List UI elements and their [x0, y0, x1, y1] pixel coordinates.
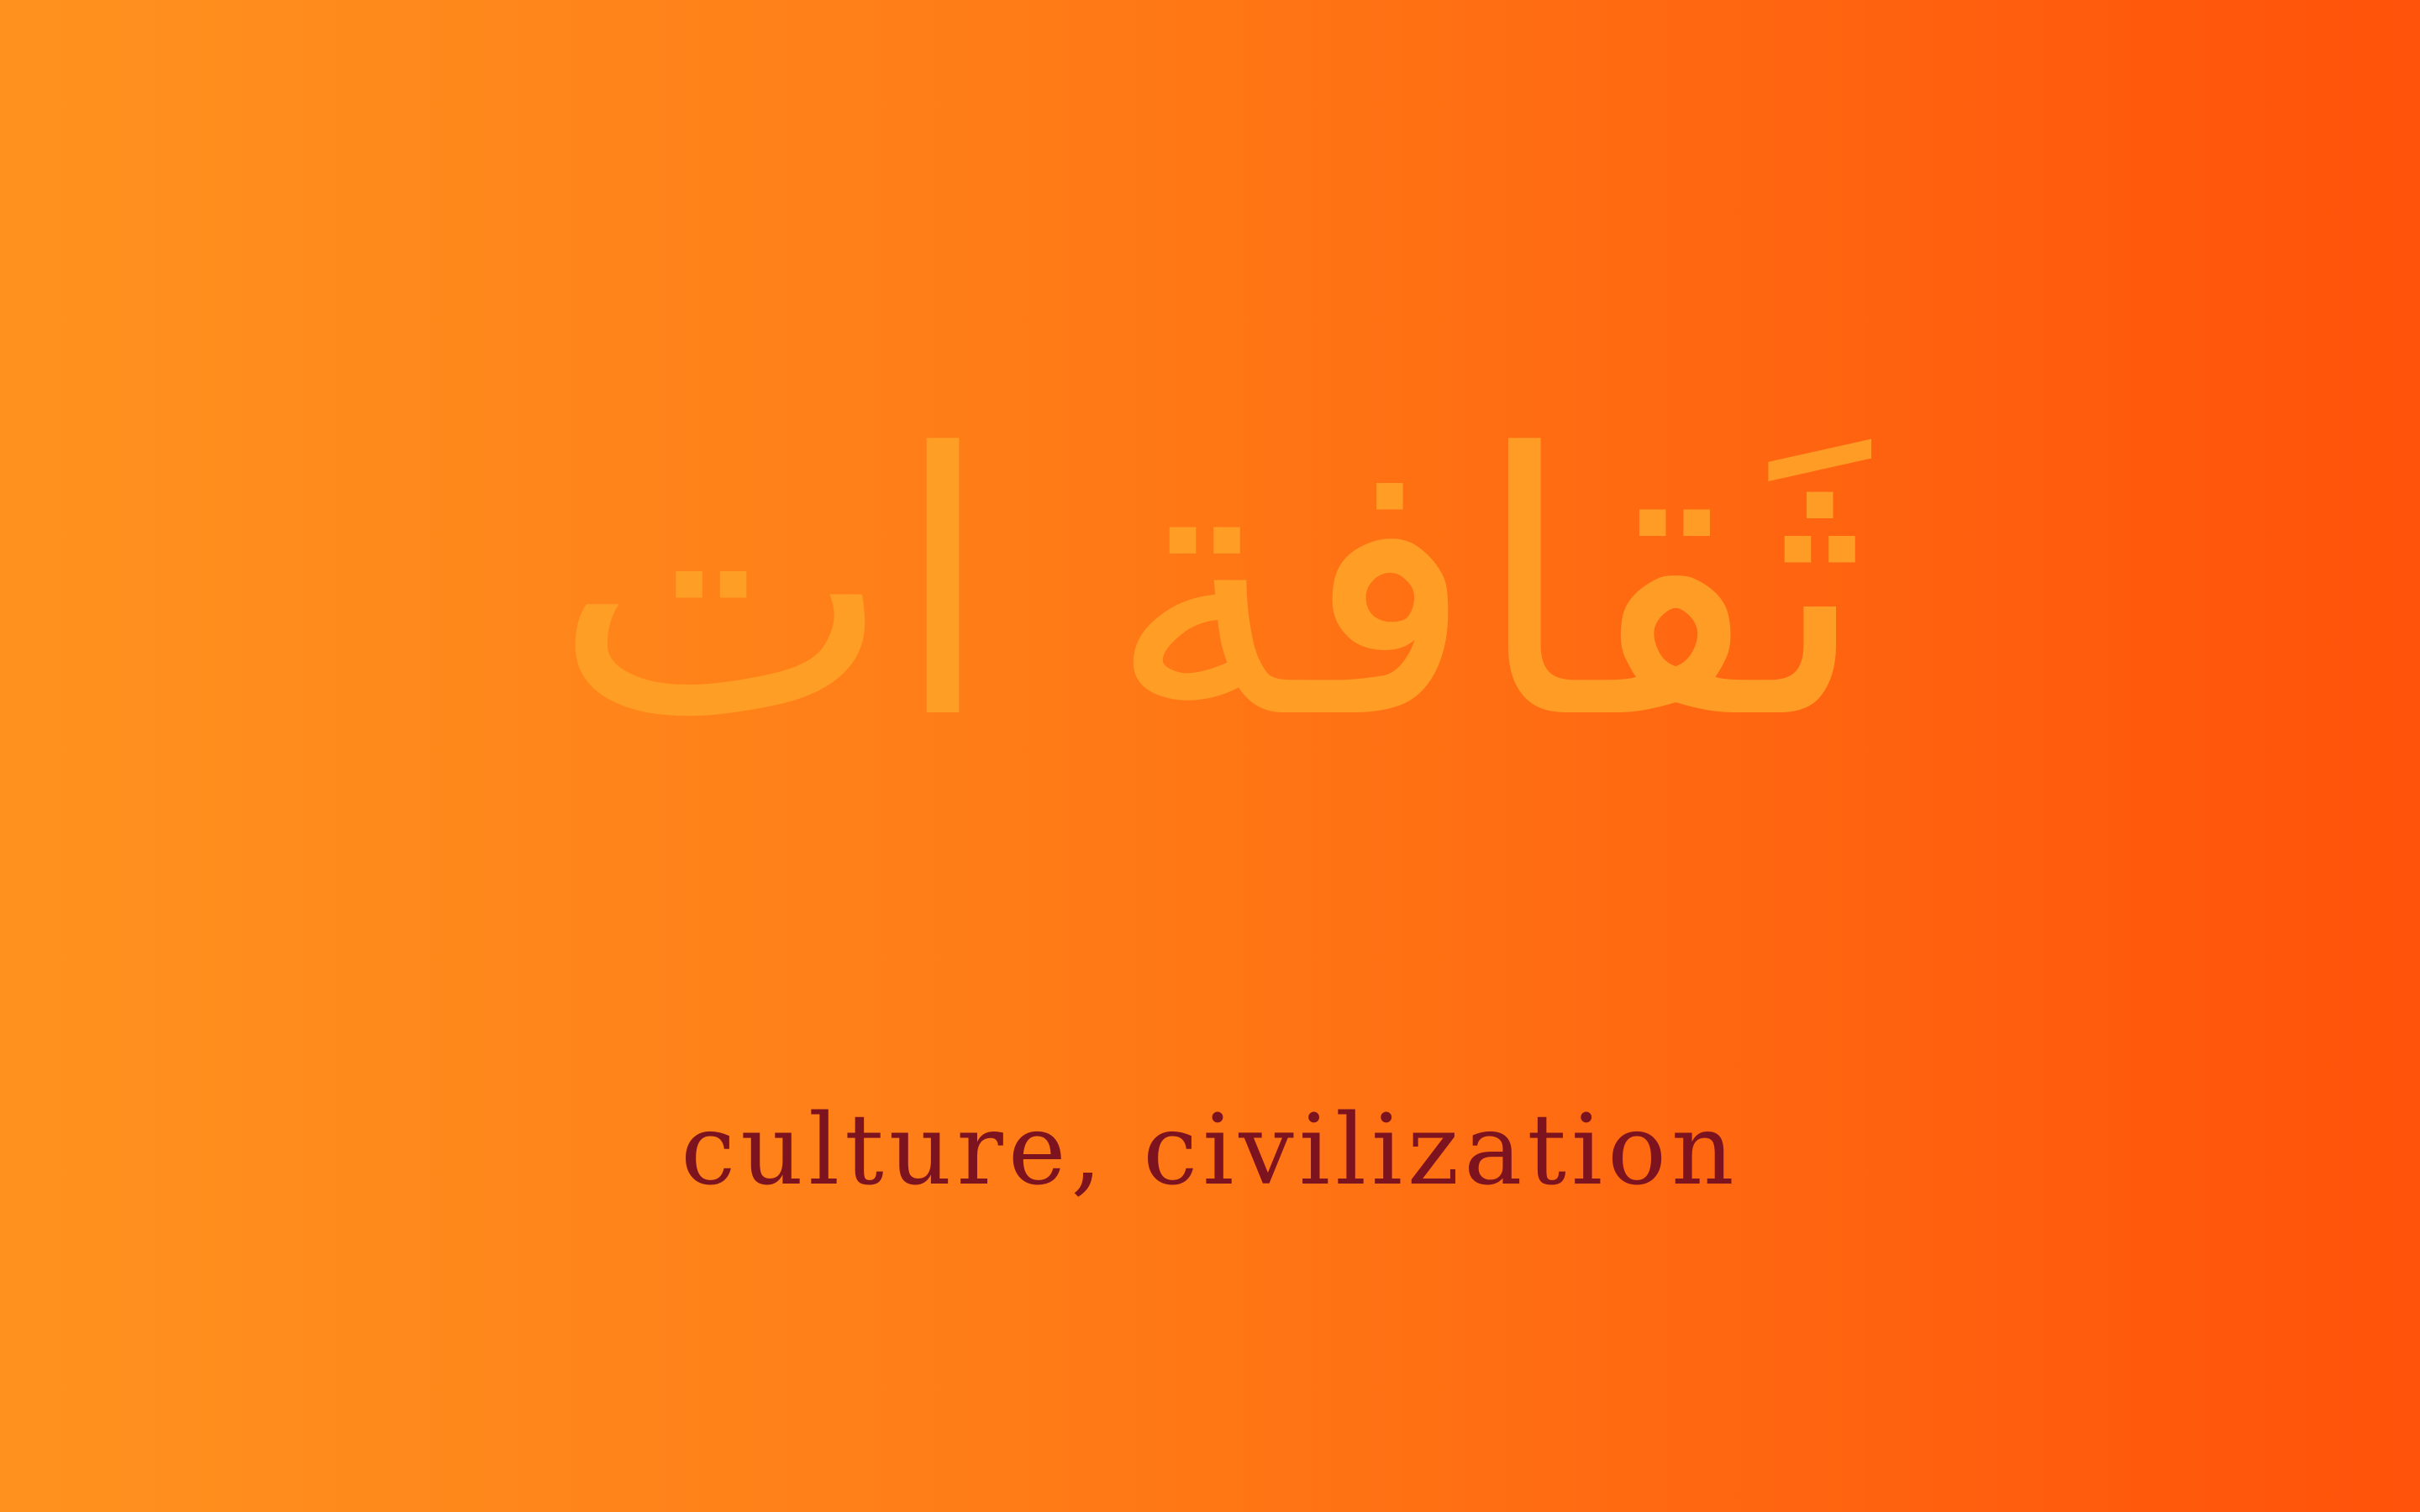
english-translation: culture, civilization — [681, 1094, 1739, 1207]
arabic-word: ثَقافة ات — [552, 378, 1868, 798]
